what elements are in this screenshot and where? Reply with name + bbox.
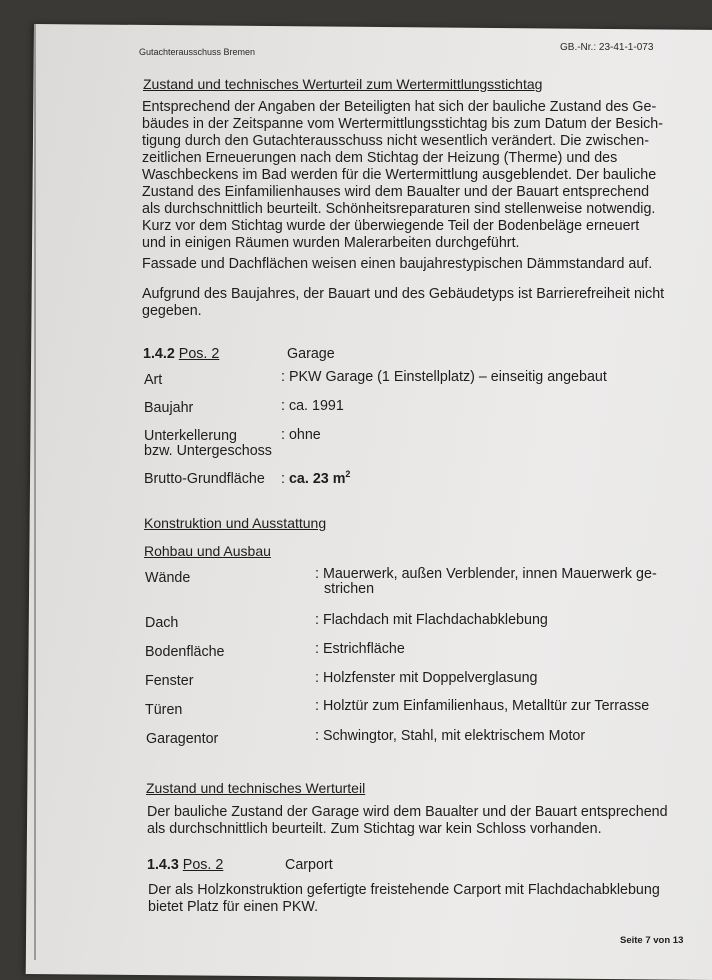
text-line: gegeben.	[142, 303, 202, 319]
row-value-fenster: : Holzfenster mit Doppelverglasung	[315, 670, 538, 686]
item-position: Pos. 2	[178, 346, 220, 362]
text-line: und in einigen Räumen wurden Malerarbeiten durchgeführt.	[142, 235, 520, 251]
carport-paragraph	[148, 882, 688, 916]
label-line: Unterkellerung	[144, 428, 237, 444]
page-number: Seite 7 von 13	[620, 935, 684, 946]
row-value-bgf	[281, 469, 350, 487]
row-value-garagentor: : Schwingtor, Stahl, mit elektrischem Motor	[315, 728, 586, 744]
item-title: Carport	[285, 857, 333, 873]
text-line: bietet Platz für einen PKW.	[148, 899, 319, 915]
row-value-art: : PKW Garage (1 Einstellplatz) – einseitig angebaut	[281, 369, 607, 385]
row-label-dach: Dach	[145, 615, 179, 631]
text-line: Entsprechend der Angaben der Beteiligten hat sich der bauliche Zustand des Ge-	[142, 99, 657, 115]
label-line: bzw. Untergeschoss	[144, 443, 272, 459]
item-number: 1.4.3	[147, 857, 179, 873]
text-line: als durchschnittlich beurteilt. Zum Stichtag war kein Schloss vorhanden.	[147, 821, 602, 837]
text-line: Der bauliche Zustand der Garage wird dem Baualter und der Bauart entsprechend	[147, 804, 668, 820]
insulation-paragraph: Fassade und Dachflächen weisen einen baujahrestypischen Dämmstandard auf.	[142, 256, 653, 272]
text-line: Kurz vor dem Stichtag wurde der überwiegende Teil der Bodenbeläge erneuert	[142, 218, 640, 234]
text-line: tigung durch den Gutachterausschuss nicht wesentlich verändert. Die zwischen-	[142, 133, 650, 149]
row-label-fenster: Fenster	[145, 673, 194, 689]
section1-paragraph	[142, 99, 682, 252]
row-label-baujahr: Baujahr	[144, 400, 194, 416]
row-value-baujahr: : ca. 1991	[281, 398, 344, 414]
item-number: 1.4.2	[143, 346, 175, 362]
section-heading-condition: Zustand und technisches Werturteil zum Wertermittlungsstichtag	[143, 76, 543, 92]
text-line: Waschbeckens im Bad werden für die Wertermittlung ausgeblendet. Der bauliche	[142, 167, 657, 183]
garage-condition-paragraph	[147, 804, 687, 838]
value-prefix: :	[281, 470, 285, 487]
row-value-unterkellerung: : ohne	[281, 427, 321, 443]
value-line: : Mauerwerk, außen Verblender, innen Mauerwerk ge-	[315, 566, 657, 582]
section-heading-construction: Konstruktion und Ausstattung	[144, 515, 327, 531]
value-line: strichen	[324, 581, 375, 597]
text-line: Aufgrund des Baujahres, der Bauart und des Gebäudetyps ist Barrierefreiheit nicht	[142, 286, 665, 302]
header-file-number: GB.-Nr.: 23-41-1-073	[560, 42, 654, 53]
text-line: als durchschnittlich beurteilt. Schönheitsreparaturen sind stellenweise notwendig.	[142, 201, 656, 217]
row-value-waende	[315, 567, 657, 597]
value-amount: ca. 23 m	[288, 470, 346, 487]
row-label-tueren: Türen	[145, 702, 183, 718]
row-label-unterkellerung	[144, 429, 272, 459]
section-heading-garage-condition: Zustand und technisches Werturteil	[146, 780, 366, 796]
row-label-waende: Wände	[145, 570, 191, 586]
row-label-bgf: Brutto-Grundfläche	[144, 471, 265, 487]
item-heading-carport	[147, 857, 223, 873]
row-value-dach: : Flachdach mit Flachdachabklebung	[315, 612, 548, 628]
text-line: Der als Holzkonstruktion gefertigte freistehende Carport mit Flachdachabklebung	[148, 882, 660, 898]
text-line: bäudes in der Zeitspanne vom Wertermittlungsstichtag bis zum Datum der Besich-	[142, 116, 664, 132]
item-heading-garage	[143, 346, 219, 362]
row-label-garagentor: Garagentor	[146, 731, 219, 747]
text-line: zeitlichen Erneuerungen nach dem Stichtag der Heizung (Therme) und des	[142, 150, 618, 166]
item-position: Pos. 2	[182, 857, 224, 873]
item-title: Garage	[287, 346, 335, 362]
header-organization: Gutachterausschuss Bremen	[139, 47, 256, 57]
row-value-bodenflaeche: : Estrichfläche	[315, 641, 405, 657]
row-label-bodenflaeche: Bodenfläche	[145, 644, 225, 660]
value-superscript: 2	[345, 469, 351, 479]
row-value-tueren: : Holztür zum Einfamilienhaus, Metalltür zur Terrasse	[315, 698, 650, 714]
accessibility-paragraph	[142, 286, 682, 320]
row-label-art: Art	[144, 372, 163, 388]
text-line: Zustand des Einfamilienhauses wird dem Baualter und der Bauart entsprechend	[142, 184, 650, 200]
subheading-rohbau: Rohbau und Ausbau	[144, 543, 271, 559]
